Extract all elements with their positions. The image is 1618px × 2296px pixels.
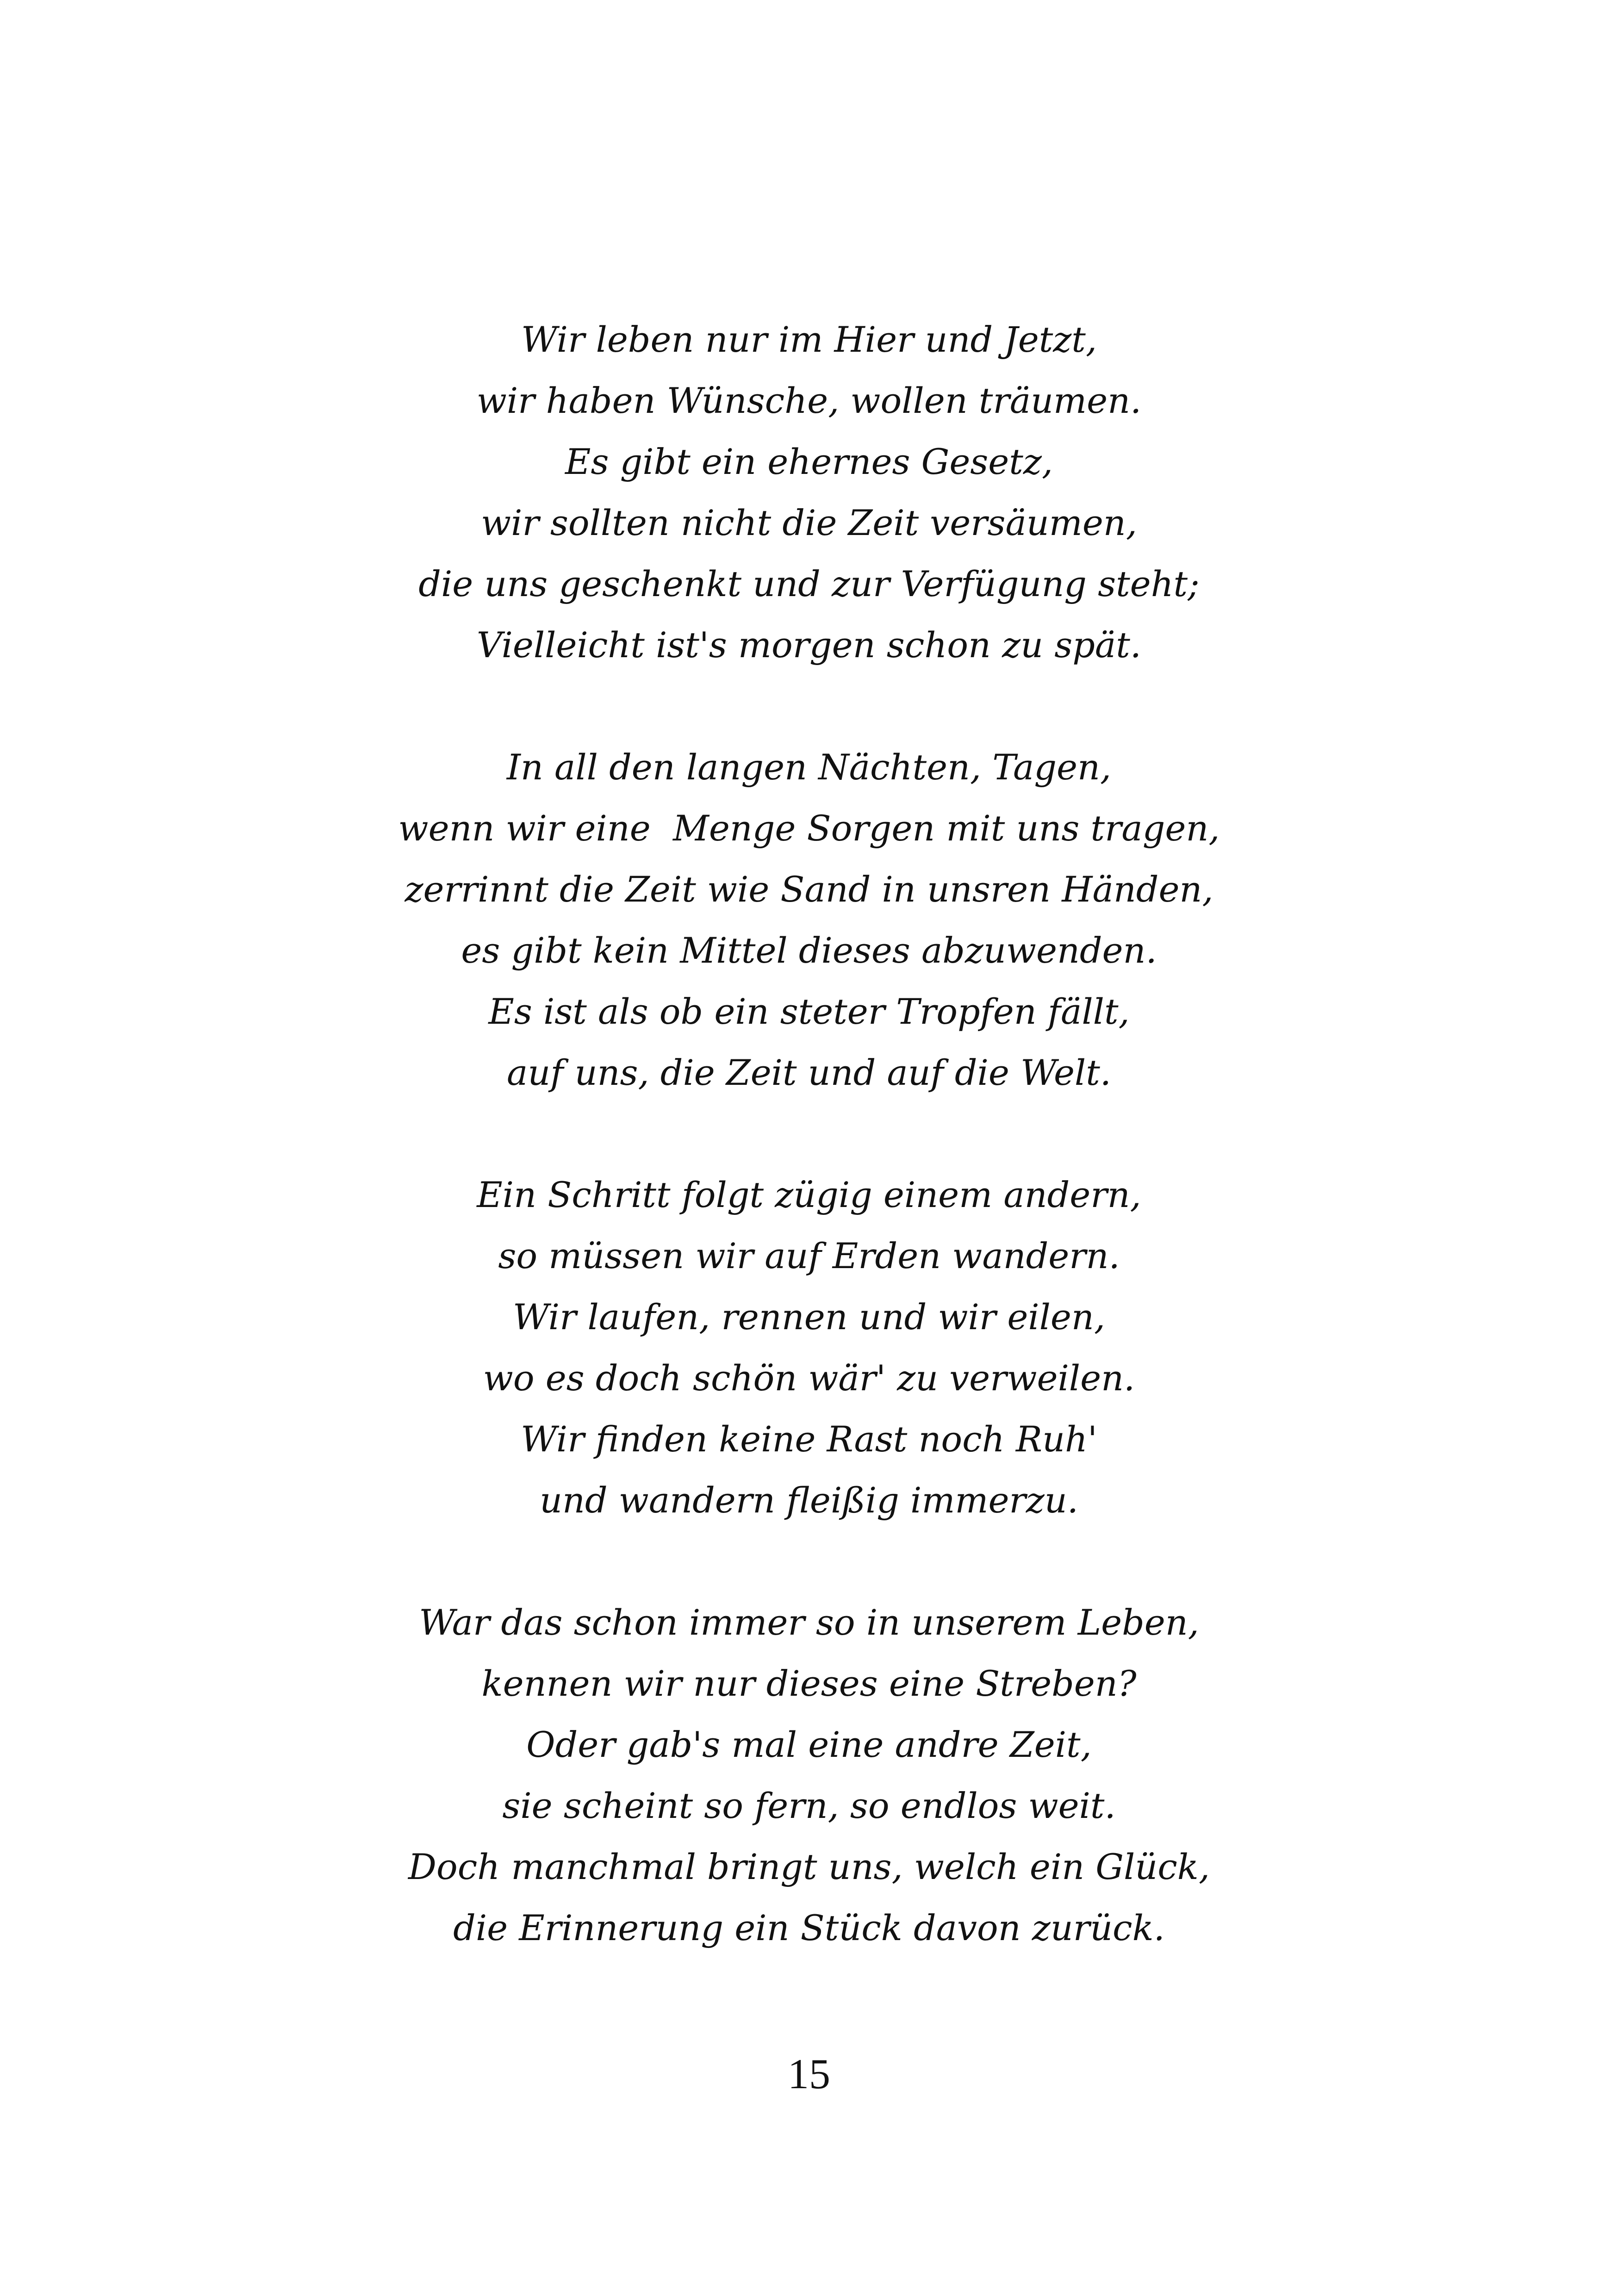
poem-line: sie scheint so fern, so endlos weit. xyxy=(502,1785,1116,1826)
poem-line: wir haben Wünsche, wollen träumen. xyxy=(476,380,1142,421)
poem-line: kennen wir nur dieses eine Streben? xyxy=(481,1663,1137,1704)
poem xyxy=(0,309,1618,1959)
poem-line: War das schon immer so in unserem Leben, xyxy=(419,1602,1199,1643)
poem-line: Ein Schritt folgt zügig einem andern, xyxy=(477,1174,1141,1215)
poem-line: es gibt kein Mittel dieses abzuwenden. xyxy=(461,930,1157,971)
poem-line: so müssen wir auf Erden wandern. xyxy=(498,1235,1120,1276)
page-number: 15 xyxy=(788,2050,830,2097)
poem-line: auf uns, die Zeit und auf die Welt. xyxy=(507,1052,1111,1093)
stanza-3 xyxy=(0,1164,1618,1531)
poem-line: die uns geschenkt und zur Verfügung steht; xyxy=(418,563,1200,604)
poem-line: Wir laufen, rennen und wir eilen, xyxy=(512,1296,1105,1338)
poem-line: Es gibt ein ehernes Gesetz, xyxy=(565,441,1053,482)
poem-line: Wir leben nur im Hier und Jetzt, xyxy=(521,319,1097,360)
stanza-1 xyxy=(0,309,1618,676)
stanza-2 xyxy=(0,737,1618,1103)
poem-line: Doch manchmal bringt uns, welch ein Glück, xyxy=(408,1846,1210,1887)
poem-line: In all den langen Nächten, Tagen, xyxy=(506,747,1112,788)
poem-line: Es ist als ob ein steter Tropfen fällt, xyxy=(488,991,1130,1032)
poem-line: wo es doch schön wär' zu verweilen. xyxy=(483,1357,1135,1399)
stanza-4 xyxy=(0,1592,1618,1959)
poem-line: zerrinnt die Zeit wie Sand in unsren Händen, xyxy=(404,869,1214,910)
poem-line: wenn wir eine Menge Sorgen mit uns tragen, xyxy=(398,808,1220,849)
poem-line: die Erinnerung ein Stück davon zurück. xyxy=(453,1907,1165,1948)
poem-line: und wandern fleißig immerzu. xyxy=(540,1480,1078,1521)
poem-line: wir sollten nicht die Zeit versäumen, xyxy=(481,502,1137,543)
poem-line: Wir finden keine Rast noch Ruh' xyxy=(521,1419,1097,1460)
poem-line: Vielleicht ist's morgen schon zu spät. xyxy=(477,624,1141,666)
poem-line: Oder gab's mal eine andre Zeit, xyxy=(526,1724,1092,1765)
